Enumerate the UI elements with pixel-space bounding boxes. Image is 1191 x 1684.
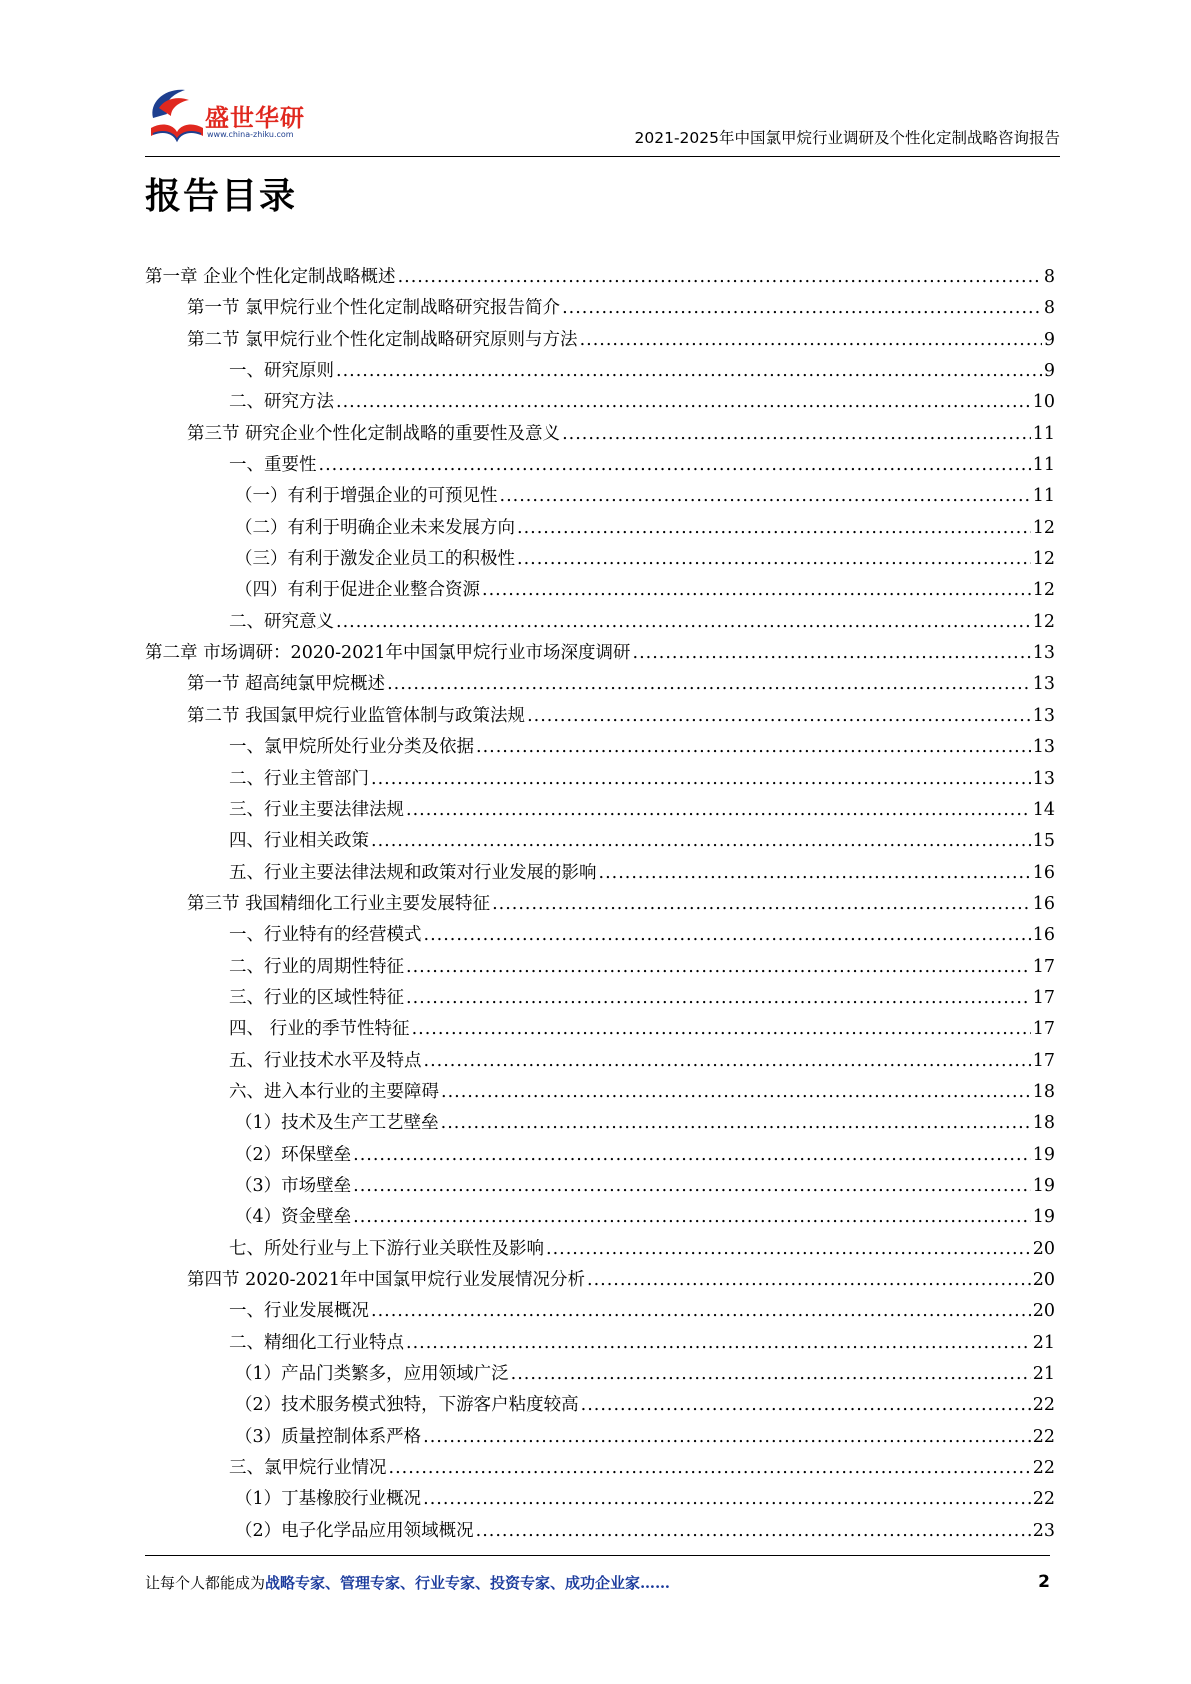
page-heading: 报告目录 [145, 176, 298, 217]
toc-entry[interactable] [145, 638, 1055, 669]
toc-leader-dots [412, 1014, 1031, 1045]
toc-entry-page: 9 [1043, 361, 1055, 382]
toc-leader-dots [353, 1202, 1031, 1233]
toc-entry-page: 13 [1032, 643, 1055, 664]
toc-entry[interactable] [145, 1296, 1055, 1327]
toc-entry[interactable] [145, 1390, 1055, 1421]
toc-entry-label: （4）资金壁垒 [235, 1207, 352, 1228]
toc-entry-page: 18 [1032, 1081, 1055, 1102]
toc-leader-dots [587, 1265, 1031, 1296]
toc-leader-dots [353, 1140, 1031, 1171]
toc-leader-dots [371, 764, 1031, 795]
toc-leader-dots [517, 544, 1031, 575]
toc-entry-label: 三、行业主要法律法规 [229, 799, 404, 820]
toc-entry-label: 一、研究原则 [229, 361, 334, 382]
table-of-contents [145, 262, 1055, 1547]
toc-leader-dots [441, 1077, 1031, 1108]
toc-entry-page: 11 [1032, 486, 1055, 507]
toc-entry-label: 二、行业主管部门 [229, 768, 369, 789]
toc-entry-label: （一）有利于增强企业的可预见性 [235, 486, 498, 507]
toc-entry-label: 第二节 我国氯甲烷行业监管体制与政策法规 [187, 705, 526, 726]
toc-entry-page: 19 [1032, 1207, 1055, 1228]
toc-entry[interactable] [145, 1046, 1055, 1077]
toc-leader-dots [353, 1171, 1031, 1202]
toc-entry-label: 三、氯甲烷行业情况 [229, 1458, 387, 1479]
toc-leader-dots [562, 293, 1042, 324]
toc-entry[interactable] [145, 920, 1055, 951]
toc-entry[interactable] [145, 450, 1055, 481]
toc-entry-label: 第四节 2020-2021年中国氯甲烷行业发展情况分析 [187, 1270, 586, 1290]
toc-entry[interactable] [145, 356, 1055, 387]
footer-slogan [145, 1574, 670, 1592]
toc-entry-page: 21 [1032, 1364, 1055, 1385]
toc-entry-page: 23 [1032, 1520, 1055, 1541]
page-footer [145, 1572, 1050, 1593]
toc-entry[interactable] [145, 952, 1055, 983]
toc-entry-page: 11 [1032, 455, 1055, 476]
toc-leader-dots [406, 795, 1031, 826]
toc-entry-page: 11 [1032, 423, 1055, 444]
toc-entry-label: 三、行业的区域性特征 [229, 987, 404, 1008]
toc-entry-label: 七、所处行业与上下游行业关联性及影响 [229, 1238, 544, 1259]
toc-leader-dots [517, 513, 1031, 544]
toc-entry[interactable] [145, 607, 1055, 638]
toc-entry-label: （三）有利于激发企业员工的积极性 [235, 549, 515, 570]
toc-entry-page: 17 [1032, 956, 1055, 977]
toc-entry[interactable] [145, 293, 1055, 324]
report-title: 2021-2025年中国氯甲烷行业调研及个性化定制战略咨询报告 [634, 129, 1060, 147]
slogan-emphasis: 战略专家、管理专家、行业专家、投资专家、成功企业家…… [265, 1574, 671, 1592]
toc-entry[interactable] [145, 983, 1055, 1014]
logo-name: 盛世华研 [205, 104, 305, 132]
toc-entry-page: 12 [1032, 580, 1055, 601]
toc-entry-label: （3）市场壁垒 [235, 1175, 352, 1196]
toc-leader-dots [580, 325, 1042, 356]
toc-entry[interactable] [145, 1140, 1055, 1171]
toc-entry-page: 12 [1032, 517, 1055, 538]
toc-entry[interactable] [145, 1516, 1055, 1547]
toc-entry-page: 12 [1032, 549, 1055, 570]
toc-entry-label: （四）有利于促进企业整合资源 [235, 580, 480, 601]
toc-entry-page: 16 [1032, 925, 1055, 946]
toc-leader-dots [511, 1359, 1031, 1390]
toc-leader-dots [441, 1108, 1031, 1139]
company-logo [145, 84, 320, 150]
toc-entry-page: 13 [1032, 705, 1055, 726]
toc-entry[interactable] [145, 764, 1055, 795]
toc-entry-page: 12 [1032, 611, 1055, 632]
toc-entry-label: 第一节 氯甲烷行业个性化定制战略研究报告简介 [187, 298, 561, 319]
toc-entry[interactable] [145, 544, 1055, 575]
slogan-prefix: 让每个人都能成为 [145, 1574, 266, 1592]
toc-leader-dots [476, 1516, 1031, 1547]
toc-entry-label: 第三节 研究企业个性化定制战略的重要性及意义 [187, 423, 561, 444]
toc-leader-dots [406, 1328, 1031, 1359]
toc-entry-page: 16 [1032, 862, 1055, 883]
toc-entry[interactable] [145, 858, 1055, 889]
toc-entry[interactable] [145, 1014, 1055, 1045]
toc-entry-page: 18 [1032, 1113, 1055, 1134]
toc-entry-label: 四、行业相关政策 [229, 831, 369, 852]
toc-entry-label: 第三节 我国精细化工行业主要发展特征 [187, 893, 491, 914]
toc-entry[interactable] [145, 419, 1055, 450]
toc-entry-page: 20 [1032, 1238, 1055, 1259]
toc-entry-label: 第二章 市场调研：2020-2021年中国氯甲烷行业市场深度调研 [145, 643, 631, 664]
toc-entry[interactable] [145, 1422, 1055, 1453]
toc-entry-label: 二、研究方法 [229, 392, 334, 413]
toc-entry[interactable] [145, 795, 1055, 826]
toc-leader-dots [500, 481, 1031, 512]
toc-entry-page: 20 [1032, 1270, 1055, 1290]
page-number: 2 [1038, 1572, 1050, 1592]
toc-entry-label: 六、进入本行业的主要障碍 [229, 1081, 439, 1102]
toc-leader-dots [562, 419, 1031, 450]
toc-leader-dots [527, 701, 1031, 732]
toc-entry-label: 五、行业技术水平及特点 [229, 1050, 422, 1071]
toc-leader-dots [406, 952, 1031, 983]
toc-entry-page: 17 [1032, 1050, 1055, 1071]
toc-entry-page: 9 [1043, 329, 1055, 350]
toc-entry-page: 21 [1032, 1332, 1055, 1353]
toc-entry-page: 10 [1032, 392, 1055, 413]
toc-entry-label: （3）质量控制体系严格 [235, 1426, 422, 1447]
toc-entry-label: （2）技术服务模式独特，下游客户粘度较高 [235, 1395, 579, 1416]
page-header [145, 80, 1060, 158]
toc-leader-dots [424, 920, 1031, 951]
toc-entry[interactable] [145, 826, 1055, 857]
toc-entry-label: 四、 行业的季节性特征 [229, 1019, 410, 1040]
toc-entry[interactable] [145, 1234, 1055, 1265]
toc-leader-dots [336, 387, 1031, 418]
toc-entry-page: 22 [1032, 1395, 1055, 1416]
toc-entry[interactable] [145, 889, 1055, 920]
toc-entry[interactable] [145, 481, 1055, 512]
toc-entry-page: 13 [1032, 768, 1055, 789]
toc-entry-page: 8 [1043, 298, 1055, 319]
toc-entry[interactable] [145, 1359, 1055, 1390]
toc-leader-dots [387, 669, 1031, 700]
toc-entry[interactable] [145, 1171, 1055, 1202]
toc-entry-label: 一、行业特有的经营模式 [229, 925, 422, 946]
toc-leader-dots [319, 450, 1031, 481]
toc-entry[interactable] [145, 575, 1055, 606]
toc-leader-dots [423, 1422, 1031, 1453]
toc-leader-dots [424, 1046, 1031, 1077]
toc-entry[interactable] [145, 1077, 1055, 1108]
toc-entry-page: 16 [1032, 893, 1055, 914]
toc-entry-label: （1）技术及生产工艺壁垒 [235, 1113, 439, 1134]
toc-entry[interactable] [145, 387, 1055, 418]
toc-entry-page: 17 [1032, 1019, 1055, 1040]
toc-entry[interactable] [145, 1484, 1055, 1515]
toc-entry-label: 五、行业主要法律法规和政策对行业发展的影响 [229, 862, 597, 883]
toc-entry[interactable] [145, 513, 1055, 544]
toc-entry[interactable] [145, 1202, 1055, 1233]
toc-entry[interactable] [145, 1453, 1055, 1484]
toc-entry-label: （2）电子化学品应用领域概况 [235, 1520, 474, 1541]
toc-entry-page: 13 [1032, 737, 1055, 758]
toc-entry-page: 14 [1032, 799, 1055, 820]
toc-entry-label: 第二节 氯甲烷行业个性化定制战略研究原则与方法 [187, 329, 578, 350]
toc-entry-page: 22 [1032, 1458, 1055, 1479]
toc-entry[interactable] [145, 325, 1055, 356]
toc-leader-dots [633, 638, 1031, 669]
toc-entry[interactable] [145, 262, 1055, 293]
toc-leader-dots [336, 607, 1031, 638]
toc-leader-dots [476, 732, 1031, 763]
toc-leader-dots [371, 1296, 1031, 1327]
toc-entry-page: 13 [1032, 674, 1055, 695]
toc-entry-page: 15 [1032, 831, 1055, 852]
toc-entry-page: 22 [1032, 1426, 1055, 1447]
toc-entry[interactable] [145, 1328, 1055, 1359]
toc-entry-label: 第一节 超高纯氯甲烷概述 [187, 674, 386, 695]
toc-leader-dots [599, 858, 1031, 889]
toc-entry[interactable] [145, 1108, 1055, 1139]
toc-entry-label: 一、行业发展概况 [229, 1301, 369, 1322]
toc-leader-dots [581, 1390, 1031, 1421]
toc-entry-label: （2）环保壁垒 [235, 1144, 352, 1165]
toc-entry-page: 8 [1043, 267, 1055, 287]
toc-entry-label: （二）有利于明确企业未来发展方向 [235, 517, 515, 538]
toc-leader-dots [398, 262, 1042, 293]
toc-leader-dots [371, 826, 1031, 857]
toc-leader-dots [546, 1234, 1031, 1265]
toc-entry[interactable] [145, 701, 1055, 732]
toc-entry-label: 二、行业的周期性特征 [229, 956, 404, 977]
toc-entry-label: （1）丁基橡胶行业概况 [235, 1489, 422, 1510]
header-divider [145, 156, 1060, 157]
toc-entry-page: 19 [1032, 1144, 1055, 1165]
toc-entry-label: 第一章 企业个性化定制战略概述 [145, 267, 396, 287]
logo-emblem-icon [145, 84, 207, 148]
toc-entry-label: 二、研究意义 [229, 611, 334, 632]
toc-entry[interactable] [145, 1265, 1055, 1296]
toc-entry-page: 20 [1032, 1301, 1055, 1322]
toc-leader-dots [492, 889, 1031, 920]
toc-entry-label: 二、精细化工行业特点 [229, 1332, 404, 1353]
toc-entry-page: 17 [1032, 987, 1055, 1008]
toc-leader-dots [389, 1453, 1031, 1484]
toc-entry-page: 19 [1032, 1175, 1055, 1196]
toc-entry-page: 22 [1032, 1489, 1055, 1510]
logo-url: www.china-zhiku.com [207, 130, 294, 139]
toc-entry[interactable] [145, 732, 1055, 763]
toc-entry-label: （1）产品门类繁多，应用领域广泛 [235, 1364, 509, 1385]
toc-entry[interactable] [145, 669, 1055, 700]
footer-divider [145, 1555, 1050, 1556]
toc-leader-dots [406, 983, 1031, 1014]
toc-entry-label: 一、氯甲烷所处行业分类及依据 [229, 737, 474, 758]
toc-leader-dots [482, 575, 1031, 606]
toc-entry-label: 一、重要性 [229, 455, 317, 476]
toc-leader-dots [336, 356, 1042, 387]
toc-leader-dots [423, 1484, 1031, 1515]
